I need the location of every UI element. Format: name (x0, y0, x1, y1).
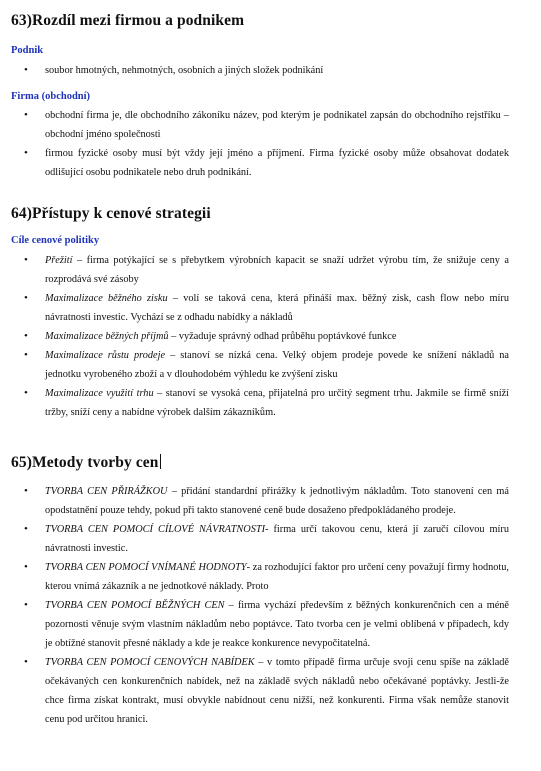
metody-list (11, 482, 509, 729)
list-item: • Maximalizace využití trhu – stanoví se vysoká cena, přijatelná pro určitý segment trhu. Jakmile se firmě sníží tržby, sníží ceny a nabídne výrobek dalším zákazníkům. (11, 384, 509, 422)
podnik-heading: Podnik (11, 45, 44, 56)
list-item: • Maximalizace běžného zisku – volí se taková cena, která přináší max. běžný zisk, cash flow nebo míru návratnosti investic. Vychází se z odhadu nabídky a nákladů (11, 289, 509, 327)
section-63-title: 63)Rozdíl mezi firmou a podnikem (11, 12, 245, 29)
section-64-title: 64)Přístupy k cenové strategii (11, 205, 211, 222)
firma-heading: Firma (obchodní) (11, 91, 91, 102)
list-item: • Maximalizace běžných příjmů – vyžaduje správný odhad průběhu poptávkové funkce (11, 327, 509, 346)
list-item: • obchodní firma je, dle obchodního zákoníku název, pod kterým je podnikatel zapsán do obchodního rejstříku – obchodní jméno společnosti (11, 106, 509, 144)
list-item: • Přežití – firma potýkající se s přebytkem výrobních kapacit se snaží udržet výrobu tím, že snižuje ceny a rozprodává své zásoby (11, 251, 509, 289)
cile-list (11, 251, 509, 422)
list-item: • TVORBA CEN POMOCÍ CENOVÝCH NABÍDEK – v tomto případě firma určuje svoji cenu spíše na základě očekávaných cen konkurenčních nabídek, než na základě svých nákladů nebo očekávané poptávky. Jestli-že chce firma získat kontrakt, musí obvykle nabídnout cenu nižší, než konkurenti. Firma však nemůže stanovit cenu pod určitou hranici. (11, 653, 509, 729)
list-item: • TVORBA CEN POMOCÍ VNÍMANÉ HODNOTY- za rozhodující faktor pro určení ceny považují firmy hodnotu, kterou vnímá zákazník a ne jednotkové náklady. Proto (11, 558, 509, 596)
list-item: • Maximalizace růstu prodeje – stanoví se nízká cena. Velký objem prodeje povede ke snížení nákladů na jednotku vyrobeného zboží a v dlouhodobém výhledu ke zvýšení zisku (11, 346, 509, 384)
podnik-list (11, 61, 509, 80)
cile-heading: Cíle cenové politiky (11, 235, 100, 246)
list-item: • TVORBA CEN POMOCÍ CÍLOVÉ NÁVRATNOSTI- firma určí takovou cenu, která jí zaručí cílovou míru návratnosti investic. (11, 520, 509, 558)
list-item: • TVORBA CEN PŘIRÁŽKOU – přidání standardní přirážky k jednotlivým nákladům. Toto stanovení cen má opodstatnění pouze tehdy, pokud při takto stanovené ceně bude dosaženo předpokládaného prodeje. (11, 482, 509, 520)
list-item: • firmou fyzické osoby musí být vždy její jméno a příjmení. Firma fyzické osoby může obsahovat dodatek odlišující osobu podnikatele nebo druh podnikání. (11, 144, 509, 182)
list-item: • TVORBA CEN POMOCÍ BĚŽNÝCH CEN – firma vychází především z běžných konkurenčních cen a méně pozornosti věnuje svým vlastním nákladům nebo poptávce. Tato tvorba cen je velmi oblíbená v případech, kdy je obtížné stanovit přesné náklady a kde je reakce konkurence nevypočitatelná. (11, 596, 509, 653)
text-cursor (160, 454, 161, 469)
firma-list (11, 106, 509, 182)
section-65-title: 65)Metody tvorby cen (11, 454, 159, 471)
list-item: • soubor hmotných, nehmotných, osobních a jiných složek podnikání (11, 61, 509, 80)
